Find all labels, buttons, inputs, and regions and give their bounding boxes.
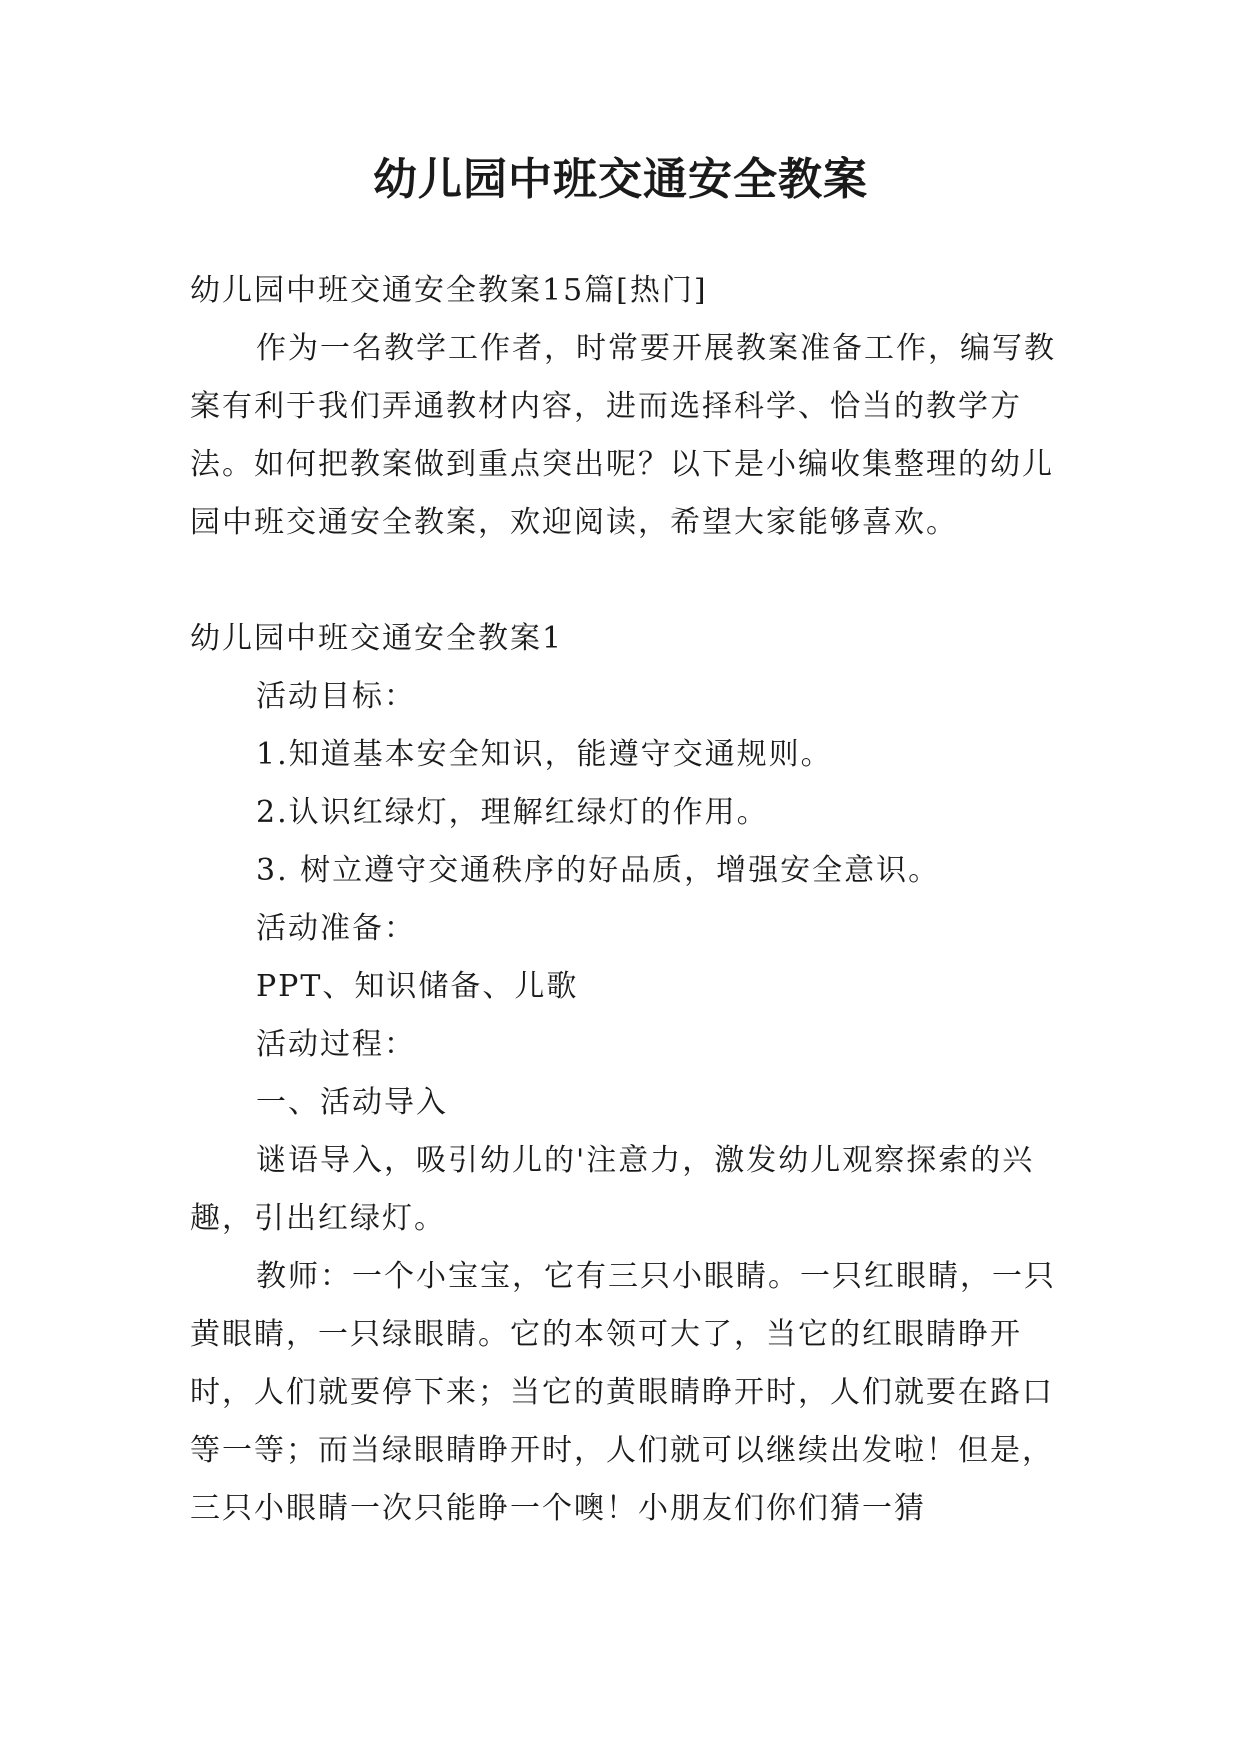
goal-item-3: 3. 树立遵守交通秩序的好品质，增强安全意识。 [256,853,941,888]
goal-item-2: 2.认识红绿灯，理解红绿灯的作用。 [256,795,769,830]
teacher-paragraph: 教师：一个小宝宝，它有三只小眼睛。一只红眼睛，一只黄眼睛，一只绿眼睛。它的本领可大了，当它的红眼睛睁开时，人们就要停下来；当它的黄眼睛睁开时，人们就要在路口等一等；而当绿眼睛睁开时，人们就可以继续出发啦！但是，三只小眼睛一次只能睁一个噢！小朋友们你们猜一猜 [190,1259,1056,1526]
intro-paragraph: 作为一名教学工作者，时常要开展教案准备工作，编写教案有利于我们弄通教材内容，进而选择科学、恰当的教学方法。如何把教案做到重点突出呢？以下是小编收集整理的幼儿园中班交通安全教案，欢迎阅读，希望大家能够喜欢。 [190,331,1056,540]
goal-item-1: 1.知道基本安全知识，能遵守交通规则。 [256,737,833,772]
prep-label: 活动准备： [256,911,416,946]
process-label: 活动过程： [256,1027,416,1062]
goals-label: 活动目标： [256,679,416,714]
prep-items: PPT、知识储备、儿歌 [256,969,579,1004]
step-heading-1: 一、活动导入 [256,1085,448,1120]
document-body [190,262,1070,1538]
document-title: 幼儿园中班交通安全教案 [373,154,868,205]
paragraph-gap [190,552,1070,610]
step-paragraph-1: 谜语导入，吸引幼儿的'注意力，激发幼儿观察探索的兴趣，引出红绿灯。 [190,1143,1035,1236]
section-heading: 幼儿园中班交通安全教案1 [190,621,564,656]
document-subtitle: 幼儿园中班交通安全教案15篇[热门] [190,273,708,308]
